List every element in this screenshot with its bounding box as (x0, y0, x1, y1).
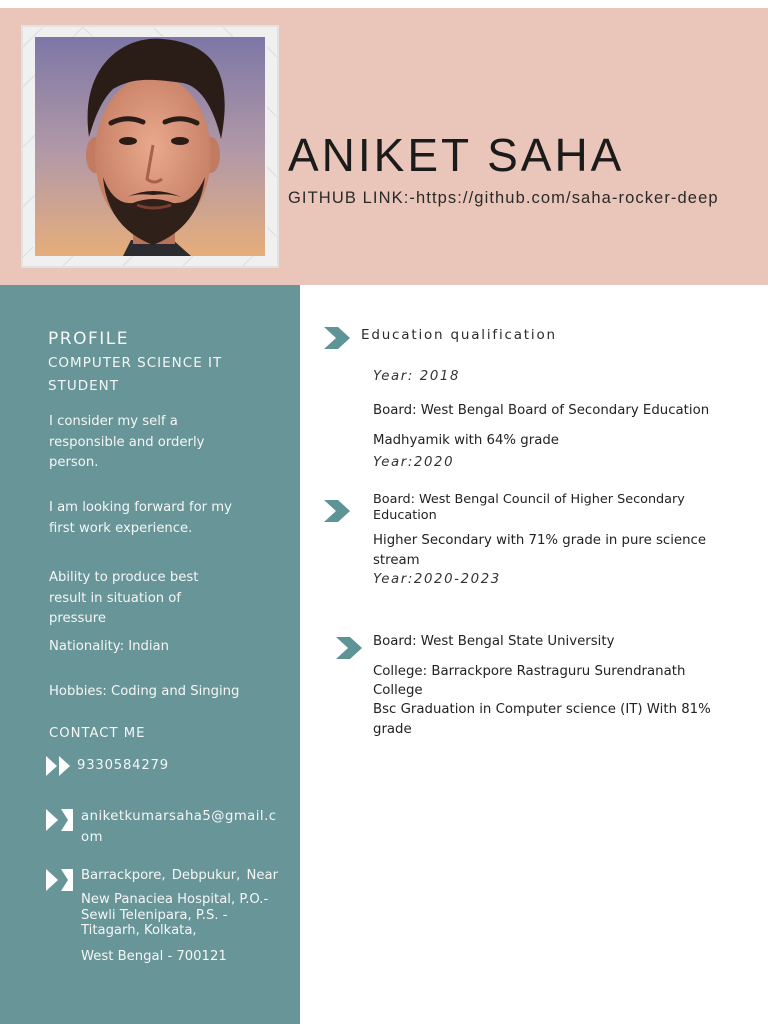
double-arrow-bullet-icon (46, 869, 74, 891)
year-2018: Year: 2018 (373, 369, 461, 384)
about-text-1: I consider my self a responsible and orderly person. (49, 414, 205, 470)
board-higher-secondary: Board: West Bengal Council of Higher Secondary Education (373, 492, 685, 523)
profile-heading: PROFILE (48, 329, 129, 349)
profile-photo (21, 25, 279, 268)
college-name: College: Barrackpore Rastraguru Surendranath College (373, 664, 686, 698)
chevron-right-icon (324, 500, 350, 522)
address-line-1: Barrackpore, Debpukur, Near (81, 868, 279, 883)
year-2020: Year:2020 (373, 455, 455, 470)
detail-graduation: Bsc Graduation in Computer science (IT) With 81% grade (373, 702, 711, 737)
profile-subtitle: COMPUTER SCIENCE IT STUDENT (48, 355, 223, 394)
address-line-3: West Bengal - 700121 (81, 949, 227, 964)
header-banner (0, 8, 768, 285)
about-text-2: I am looking forward for my first work experience. (49, 500, 232, 536)
board-university: Board: West Bengal State University (373, 634, 615, 649)
phone-number[interactable]: 9330584279 (77, 758, 169, 773)
top-strip (0, 0, 768, 8)
github-link[interactable]: GITHUB LINK:-https://github.com/saha-rocker-deep (288, 189, 719, 207)
board-madhyamik: Board: West Bengal Board of Secondary Education (373, 403, 710, 418)
chevron-right-icon (324, 327, 350, 349)
detail-madhyamik: Madhyamik with 64% grade (373, 433, 559, 448)
contact-heading: CONTACT ME (49, 726, 146, 741)
chevron-right-icon (336, 637, 362, 659)
address-line-2: New Panaciea Hospital, P.O.- Sewli Telenipara, P.S. - Titagarh, Kolkata, (81, 892, 269, 938)
detail-higher-secondary: Higher Secondary with 71% grade in pure science stream (373, 533, 707, 568)
sidebar (0, 285, 300, 1024)
double-arrow-bullet-icon (46, 756, 72, 776)
email-address[interactable]: aniketkumarsaha5@gmail.com (81, 809, 277, 845)
hobbies-text: Hobbies: Coding and Singing (49, 684, 240, 699)
education-section (300, 285, 768, 1024)
about-text-3: Ability to produce best result in situation of pressure (49, 570, 199, 626)
candidate-name: ANIKET SAHA (288, 129, 625, 181)
double-arrow-bullet-icon (46, 809, 74, 831)
year-2020-2023: Year:2020-2023 (373, 572, 501, 587)
education-heading: Education qualification (361, 327, 557, 343)
nationality-text: Nationality: Indian (49, 639, 169, 654)
